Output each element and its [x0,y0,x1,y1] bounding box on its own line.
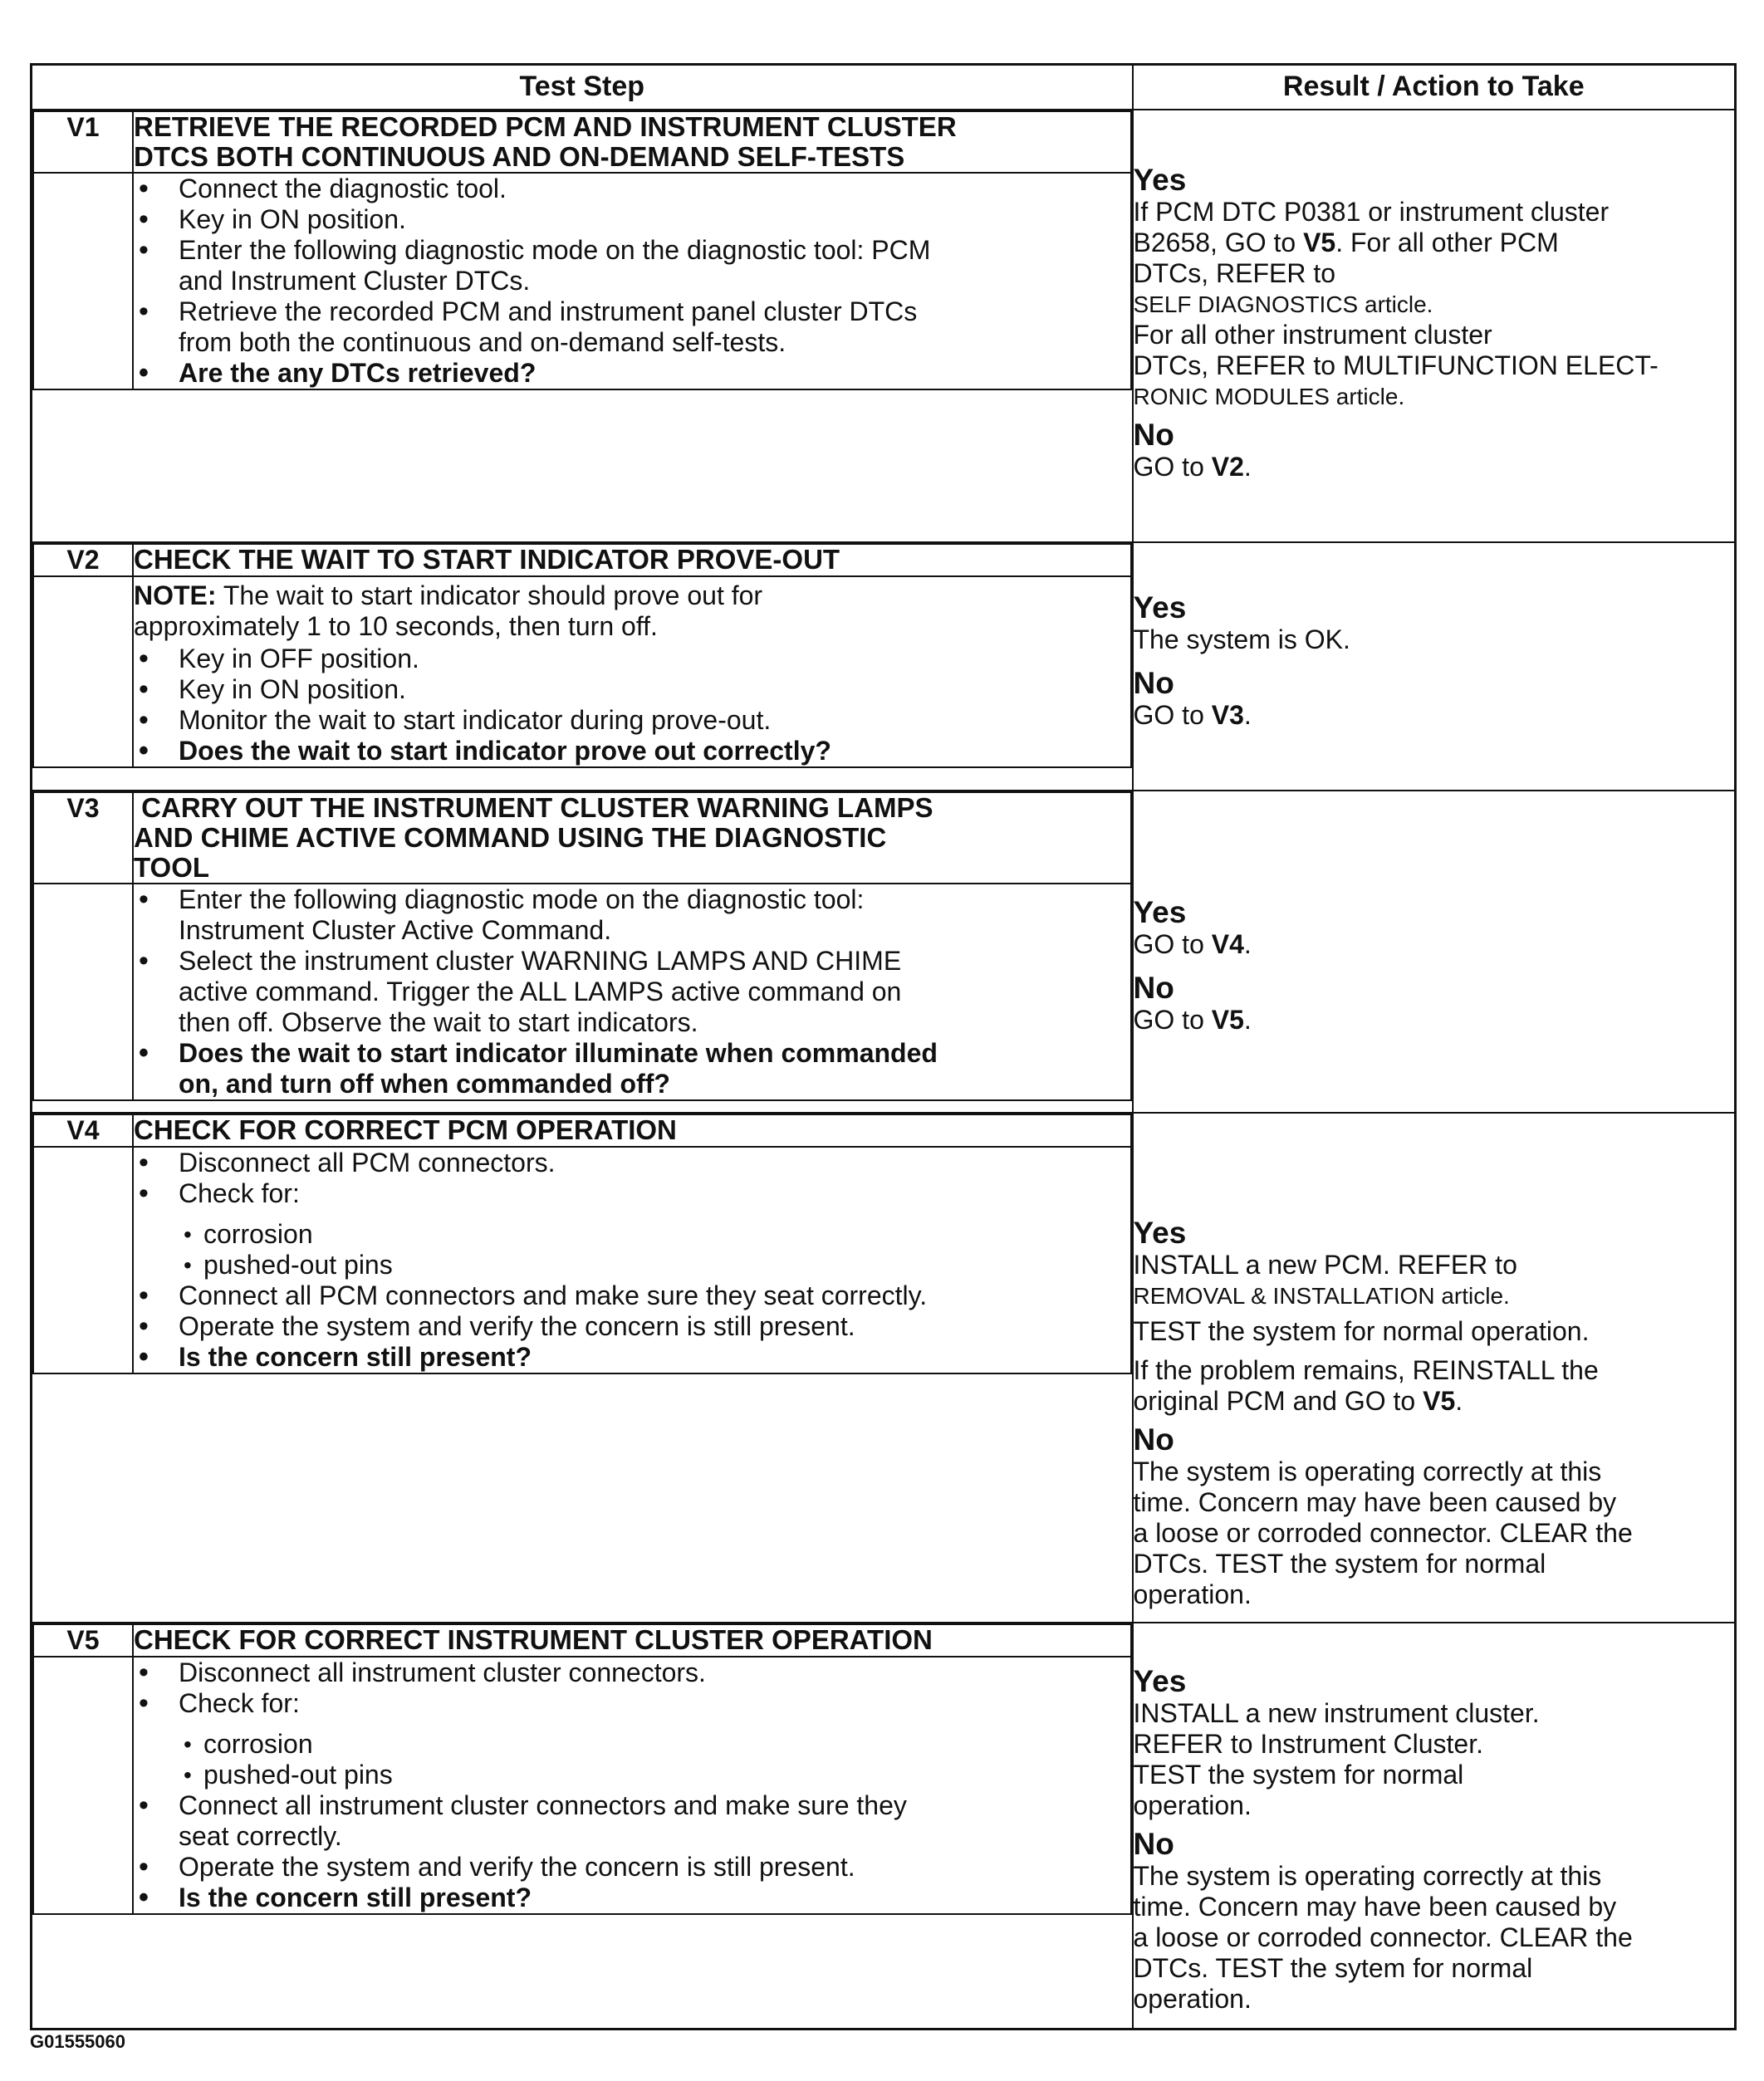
result-cell-v4: Yes INSTALL a new PCM. REFER to REMOVAL & INSTALLATION article. TEST the system for normal operation. If the problem remains, REINSTALL the original PCM and GO to V5. No The system is operating correctly at this time. Concern may have been caused by a loose or corroded connector. CLEAR the DTCs. TEST the system for normal operation. [1133,1113,1736,1623]
step-cell-v1 [32,110,1133,542]
result-cell-v2: Yes The system is OK. No GO to V3. [1133,542,1736,791]
step-question: • Does the wait to start indicator prove out correctly? [134,736,1130,766]
list-item: • Key in ON position. [134,674,1130,705]
no-label: No [1133,1422,1174,1457]
step-question: • Is the concern still present? [134,1342,1130,1373]
yes-label: Yes [1133,1663,1187,1698]
note-text: NOTE: The wait to start indicator should prove out for approximately 1 to 10 seconds, then turn off. [134,580,763,641]
step-instructions [133,884,1131,1100]
list-item: • Disconnect all instrument cluster connectors. [134,1657,1130,1688]
test-step-row-v4 [32,1113,1736,1623]
table-header-row [32,65,1736,110]
step-instructions [133,173,1131,389]
step-instructions [133,1147,1131,1373]
step-cell-v2 [32,542,1133,791]
step-number: V3 [33,792,133,884]
step-cell-v3 [32,791,1133,1113]
list-item: • Operate the system and verify the concern is still present. [134,1311,1130,1342]
result-cell-v1: Yes If PCM DTC P0381 or instrument cluster B2658, GO to V5. For all other PCM DTCs, REFER to SELF DIAGNOSTICS article. For all other instrument cluster DTCs, REFER to MULTIFUNCTION ELECT- RONIC MODULES article. No GO to V2. [1133,110,1736,542]
yes-label: Yes [1133,590,1187,624]
result-cell-v3: Yes GO to V4. No GO to V5. [1133,791,1736,1113]
list-item: • Select the instrument cluster WARNING LAMPS AND CHIME active command. Trigger the ALL LAMPS active command on then off. Observe the wait to start indicators. [134,946,1130,1038]
test-step-row-v1 [32,110,1736,542]
test-step-header: Test Step [32,65,1133,110]
list-item: • Enter the following diagnostic mode on the diagnostic tool: PCM and Instrument Cluster DTCs. [134,235,1130,296]
step-cell-v5 [32,1623,1133,2030]
list-item: • Monitor the wait to start indicator during prove-out. [134,705,1130,736]
yes-label: Yes [1133,1215,1187,1250]
list-item: • Enter the following diagnostic mode on the diagnostic tool: Instrument Cluster Active Command. [134,884,1130,946]
step-number: V1 [33,111,133,173]
yes-label: Yes [1133,162,1187,197]
no-label: No [1133,417,1174,452]
list-item: • Operate the system and verify the concern is still present. [134,1852,1130,1883]
list-item: • Check for: • corrosion • pushed-out pins [134,1688,1130,1790]
step-title: CARRY OUT THE INSTRUMENT CLUSTER WARNING LAMPS AND CHIME ACTIVE COMMAND USING THE DIAGNOSTIC TOOL [133,792,1131,884]
list-item: • Retrieve the recorded PCM and instrument panel cluster DTCs from both the continuous and on-demand self-tests. [134,296,1130,358]
figure-id: G01555060 [30,2031,125,2052]
list-item: • Connect all instrument cluster connectors and make sure they seat correctly. [134,1790,1130,1852]
list-item: • Connect the diagnostic tool. [134,174,1130,204]
test-step-row-v2 [32,542,1736,791]
step-title: CHECK THE WAIT TO START INDICATOR PROVE-OUT [133,544,1131,576]
step-title: CHECK FOR CORRECT PCM OPERATION [133,1114,1131,1147]
step-instructions [133,1657,1131,1914]
sub-list-item: • pushed-out pins [179,1250,1130,1280]
result-action-header: Result / Action to Take [1133,65,1736,110]
step-question: • Is the concern still present? [134,1883,1130,1913]
list-item: • Key in OFF position. [134,644,1130,674]
no-label: No [1133,665,1174,700]
step-number: V4 [33,1114,133,1147]
test-step-row-v3 [32,791,1736,1113]
sub-list-item: • corrosion [179,1729,1130,1760]
test-step-row-v5 [32,1623,1736,2030]
step-question: • Are the any DTCs retrieved? [134,358,1130,389]
no-label: No [1133,1826,1174,1861]
step-cell-v4 [32,1113,1133,1623]
yes-label: Yes [1133,894,1187,929]
no-label: No [1133,970,1174,1005]
step-number: V2 [33,544,133,576]
step-question: • Does the wait to start indicator illuminate when commanded on, and turn off when commanded off? [134,1038,1130,1099]
list-item: • Disconnect all PCM connectors. [134,1148,1130,1178]
step-title: CHECK FOR CORRECT INSTRUMENT CLUSTER OPERATION [133,1624,1131,1657]
result-cell-v5: Yes INSTALL a new instrument cluster. REFER to Instrument Cluster. TEST the system for normal operation. No The system is operating correctly at this time. Concern may have been caused by a loose or corroded connector. CLEAR the DTCs. TEST the sytem for normal operation. [1133,1623,1736,2030]
diagnostic-test-table [30,63,1737,2030]
sub-list-item: • pushed-out pins [179,1760,1130,1790]
sub-list-item: • corrosion [179,1219,1130,1250]
list-item: • Key in ON position. [134,204,1130,235]
step-number: V5 [33,1624,133,1657]
list-item: • Check for: • corrosion • pushed-out pins [134,1178,1130,1280]
step-title: RETRIEVE THE RECORDED PCM AND INSTRUMENT CLUSTER DTCS BOTH CONTINUOUS AND ON-DEMAND SELF-TESTS [133,111,1131,173]
list-item: • Connect all PCM connectors and make sure they seat correctly. [134,1280,1130,1311]
step-instructions [133,576,1131,767]
